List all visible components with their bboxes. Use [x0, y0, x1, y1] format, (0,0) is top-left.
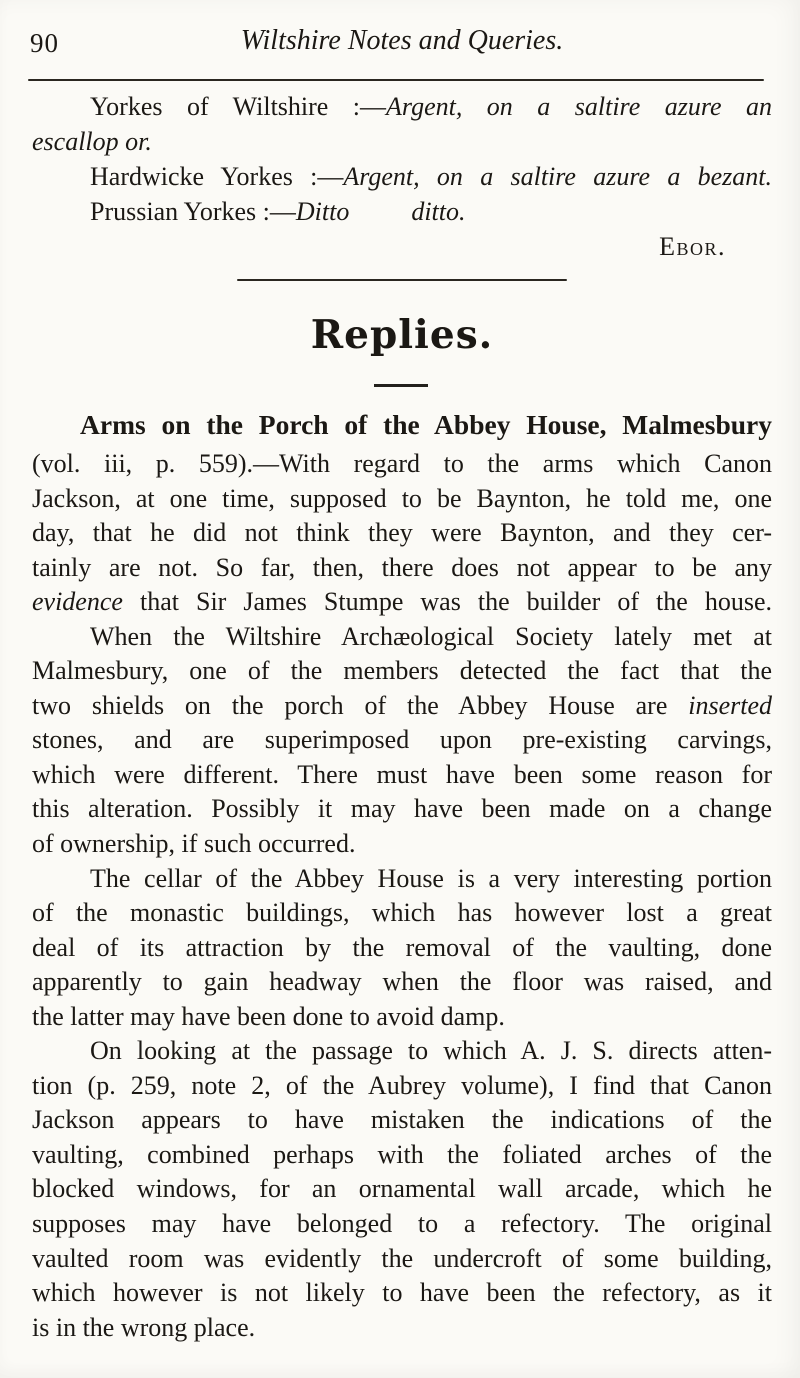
text-segment: tainly are not. So far, then, there does not appear to be any	[32, 552, 772, 582]
text-line	[32, 620, 772, 655]
text-segment: vaulting, combined perhaps with the foliated arches of the	[32, 1139, 772, 1169]
text-line	[32, 194, 772, 229]
text-line	[32, 689, 772, 724]
text-segment: which however is not likely to have been the refectory, as it	[32, 1278, 772, 1308]
running-title: Wiltshire Notes and Queries.	[240, 25, 564, 56]
text-line	[32, 516, 772, 551]
text-segment: Prussian Yorkes :—	[90, 197, 296, 226]
text-line	[32, 447, 772, 482]
text-line	[32, 827, 772, 862]
queries-section	[32, 89, 772, 264]
section-divider-rule	[237, 279, 567, 281]
text-line	[32, 723, 772, 758]
text-line	[32, 792, 772, 827]
text-line	[32, 1172, 772, 1207]
queries-lines	[32, 89, 772, 229]
text-segment: stones, and are superimposed upon pre-existing carvings,	[32, 725, 772, 755]
text-segment: When the Wiltshire Archæological Society lately met at	[90, 621, 772, 651]
italic-segment: evidence	[32, 587, 123, 617]
text-segment: tion (p. 259, note 2, of the Aubrey volume), I find that Canon	[32, 1070, 772, 1100]
text-segment: two shields on the porch of the Abbey House are	[32, 690, 689, 720]
text-segment: vaulted room was evidently the undercroft of some building,	[32, 1243, 772, 1273]
text-segment: Malmesbury, one of the members detected the fact that the	[32, 656, 772, 686]
italic-segment: Argent, on a saltire azure a bezant.	[343, 162, 772, 191]
text-segment: apparently to gain headway when the floor was raised, and	[32, 967, 772, 997]
text-line	[32, 654, 772, 689]
replies-heading: Replies.	[310, 312, 494, 358]
text-line	[32, 1000, 772, 1035]
text-line	[32, 482, 772, 517]
italic-segment: inserted	[688, 690, 772, 720]
text-segment: Hardwicke Yorkes :—	[90, 162, 344, 191]
text-segment: The cellar of the Abbey House is a very interesting portion	[90, 863, 772, 893]
replies-heading-dash	[374, 384, 428, 387]
page-number: 90	[30, 28, 59, 58]
text-line	[32, 931, 772, 966]
text-line	[32, 862, 772, 897]
text-segment: Jackson, at one time, supposed to be Baynton, he told me, one	[32, 483, 772, 513]
text-segment: is in the wrong place.	[32, 1312, 256, 1342]
text-segment: Jackson appears to have mistaken the indications of the	[32, 1105, 772, 1135]
text-segment: blocked windows, for an ornamental wall arcade, which he	[32, 1174, 772, 1204]
text-line	[32, 1069, 772, 1104]
text-segment: supposes may have belonged to a refectory. The original	[32, 1209, 772, 1239]
text-line	[32, 1276, 772, 1311]
text-segment: this alteration. Possibly it may have been made on a change	[32, 794, 772, 824]
text-segment: Yorkes of Wiltshire :—	[90, 92, 387, 121]
text-line	[32, 159, 772, 194]
text-line	[32, 89, 772, 124]
text-line	[32, 1311, 772, 1346]
text-line	[32, 551, 772, 586]
italic-segment: Ditto	[295, 197, 350, 226]
text-segment: which were different. There must have been some reason for	[32, 759, 772, 789]
text-line	[32, 124, 772, 159]
text-line	[32, 1103, 772, 1138]
text-line	[32, 1242, 772, 1277]
text-line	[32, 1207, 772, 1242]
text-segment: that Sir James Stumpe was the builder of the house.	[122, 587, 772, 617]
text-line	[32, 965, 772, 1000]
italic-segment: Argent, on a saltire azure an	[386, 92, 772, 121]
italic-segment: ditto.	[411, 197, 466, 226]
text-line	[32, 585, 772, 620]
text-segment: of ownership, if such occurred.	[32, 829, 356, 859]
article-heading: Arms on the Porch of the Abbey House, Malmesbury	[80, 409, 772, 440]
text-line	[32, 896, 772, 931]
signature-line	[32, 229, 772, 264]
reply-article-body	[32, 447, 772, 1345]
text-segment: of the monastic buildings, which has however lost a great	[32, 898, 772, 928]
text-segment: On looking at the passage to which A. J. S. directs atten-	[90, 1036, 772, 1066]
queries-signature: Ebor.	[659, 232, 726, 261]
header-rule	[28, 79, 764, 81]
text-segment: day, that he did not think they were Baynton, and they cer-	[32, 518, 772, 548]
italic-segment: escallop or.	[32, 127, 152, 156]
text-segment: (vol. iii, p. 559).—With regard to the arms which Canon	[32, 449, 772, 478]
text-line	[32, 1034, 772, 1069]
text-line	[32, 758, 772, 793]
text-segment: the latter may have been done to avoid damp.	[32, 1001, 505, 1031]
text-line	[32, 1138, 772, 1173]
text-segment: deal of its attraction by the removal of the vaulting, done	[32, 932, 772, 962]
